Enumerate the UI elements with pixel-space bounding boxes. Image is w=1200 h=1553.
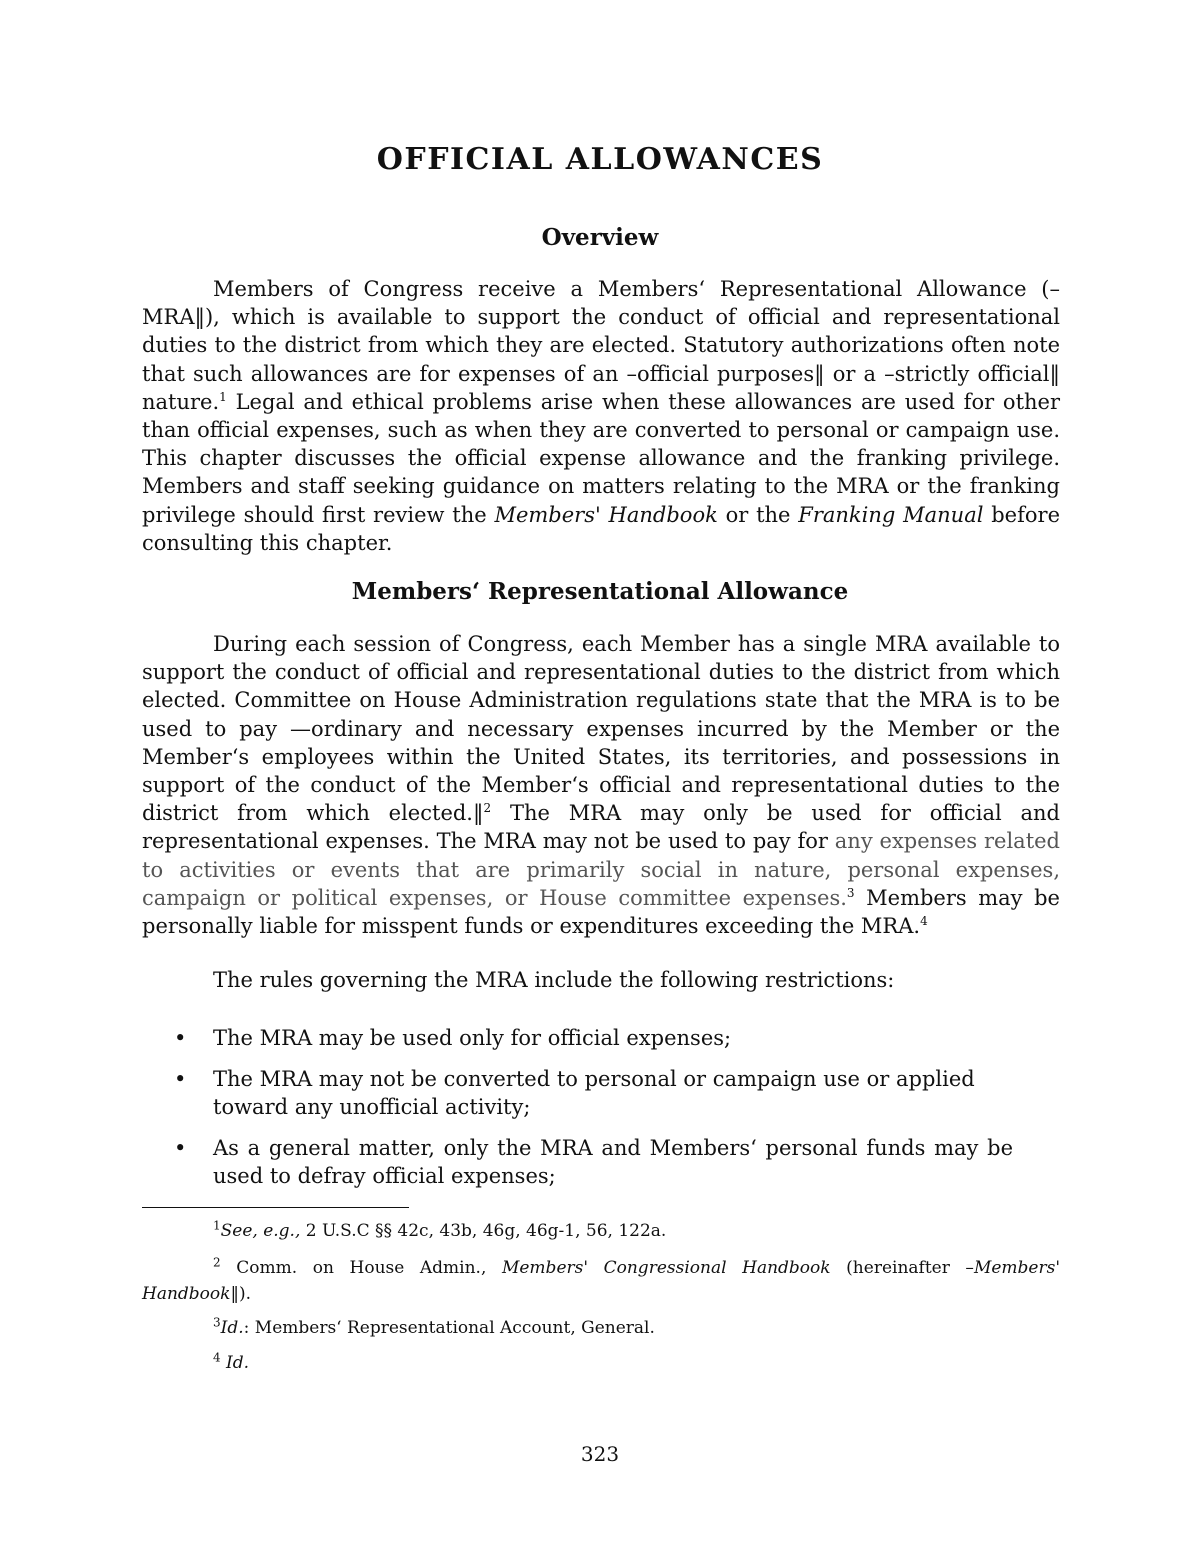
footnote-2: $^2$ Comm. on House Admin., Members' Congressional Handbook (hereinafter –Members' Handbook‖). [142,1255,1060,1304]
footnote-ref-3[interactable]: 3 [846,885,855,900]
restrictions-list [142,1024,1060,1203]
bullet-icon: • [174,1026,187,1050]
footnote-1: $^1$See, e.g., 2 U.S.C §§ 42c, 43b, 46g, 46g-1, 56, 122a. [213,1218,667,1241]
mra-heading: Members‘ Representational Allowance [351,578,849,605]
list-item: • As a general matter, only the MRA and Members‘ personal funds may be used to defray official expenses; [174,1136,1013,1188]
list-item: • The MRA may not be converted to personal or campaign use or applied toward any unofficial activity; [174,1067,975,1119]
franking-manual-title: Franking Manual [798,502,984,527]
page-number: 323 [580,1442,620,1466]
rules-intro: The rules governing the MRA include the following restrictions: [213,968,895,992]
footnote-ref-2[interactable]: 2 [483,801,492,816]
mra-paragraph: During each session of Congress, each Member has a single MRA available to support the conduct of official and representational duties to the district from which elected. Committee on House Administration regulations state that the MRA is to be used to pay —ordinary and necessary expenses incurred by the Member or the Member‘s employees within the United States, its territories, and possessions in support of the conduct of the Member‘s official and representational duties to the district from which elected.‖$^2$ The MRA may only be used for official and representational expenses. The MRA may not be used to pay for any expenses related to activities or events that are primarily social in nature, personal expenses, campaign or political expenses, or House committee expenses.$^3$ Members may be personally liable for misspent funds or expenditures exceeding the MRA.$^4$ [142,632,1061,939]
overview-paragraph: Members of Congress receive a Members‘ Representational Allowance (–MRA‖), which is available to support the conduct of official and representational duties to the district from which they are elected. Statutory authorizations often note that such allowances are for expenses of an –official purposes‖ or a –strictly official‖ nature.$^1$ Legal and ethical problems arise when these allowances are used for other than official expenses, such as when they are converted to personal or campaign use. This chapter discusses the official expense allowance and the franking privilege. Members and staff seeking guidance on matters relating to the MRA or the franking privilege should first review the Members' Handbook or the Franking Manual before consulting this chapter. [142,277,1060,555]
footnote-3: $^3$Id.: Members‘ Representational Account, General. [213,1315,655,1338]
footnote-ref-1[interactable]: 1 [219,389,227,404]
footnote-4: $^4$ Id. [213,1350,250,1373]
footnote-ref-4[interactable]: 4 [920,914,928,929]
page-title: OFFICIAL ALLOWANCES [376,142,824,177]
bullet-icon: • [174,1136,187,1160]
bullet-icon: • [174,1067,187,1091]
footnote-divider [142,1207,409,1208]
members-handbook-title: Members' Handbook [494,502,718,527]
list-item: • The MRA may be used only for official expenses; [174,1026,732,1050]
overview-heading: Overview [541,224,659,251]
